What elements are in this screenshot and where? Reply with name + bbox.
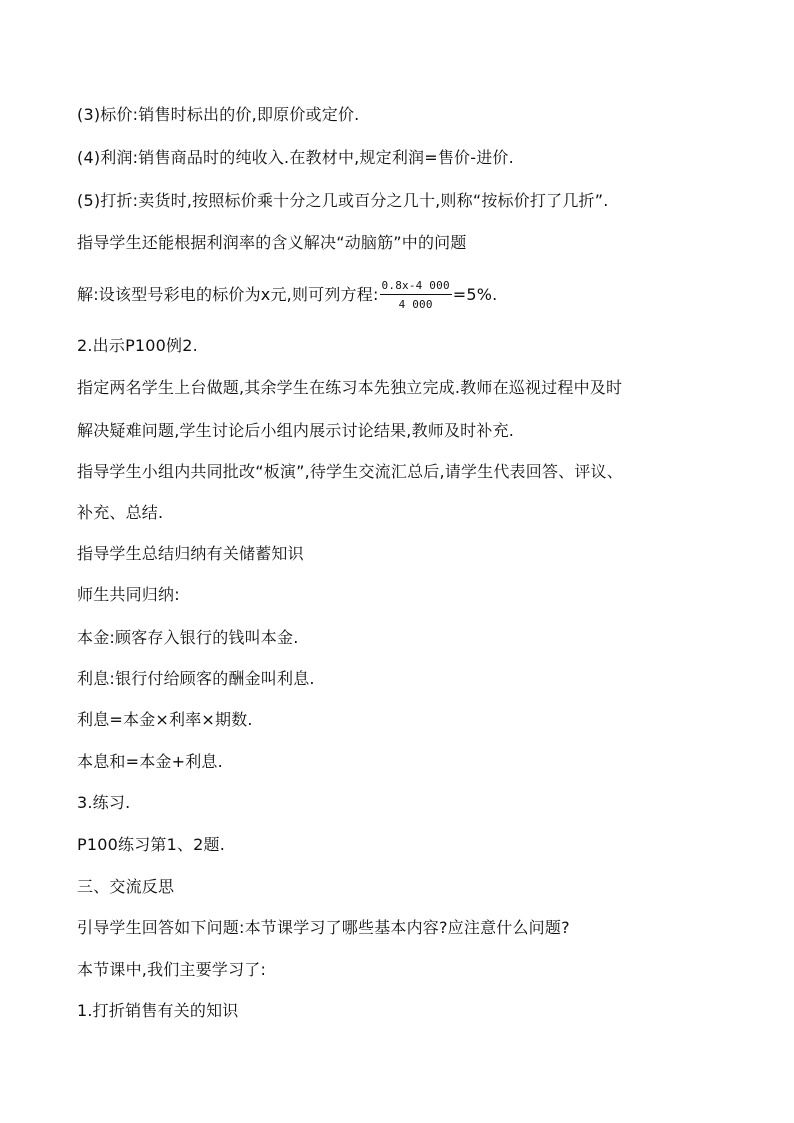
fraction xyxy=(380,279,452,311)
text-line: 指导学生还能根据利润率的含义解决“动脑筋”中的问题 xyxy=(77,233,467,252)
solution-prefix: 解:设该型号彩电的标价为x元,则可列方程: xyxy=(77,285,379,304)
text-line: P100练习第1、2题. xyxy=(77,835,226,854)
text-line: 利息:银行付给顾客的酬金叫利息. xyxy=(77,669,315,688)
text-line: 补充、总结. xyxy=(77,503,164,522)
text-line: 本金:顾客存入银行的钱叫本金. xyxy=(77,628,299,647)
text-line: 解决疑难问题,学生讨论后小组内展示讨论结果,教师及时补充. xyxy=(77,421,515,440)
text-line: 1.打折销售有关的知识 xyxy=(77,1001,239,1020)
fraction-numerator: 0.8x-4 000 xyxy=(380,279,452,295)
fraction-denominator: 4 000 xyxy=(398,298,433,311)
text-line: 2.出示P100例2. xyxy=(77,336,198,355)
text-line: 师生共同归纳: xyxy=(77,585,180,604)
text-line: 本节课中,我们主要学习了: xyxy=(77,960,267,979)
text-line: 3.练习. xyxy=(77,793,131,812)
text-line: 三、交流反思 xyxy=(77,877,175,896)
solution-line xyxy=(77,279,497,311)
text-line: 指导学生小组内共同批改“板演”,待学生交流汇总后,请学生代表回答、评议、 xyxy=(77,462,623,481)
text-line: (4)利润:销售商品时的纯收入.在教材中,规定利润=售价-进价. xyxy=(77,148,514,167)
text-line: (5)打折:卖货时,按照标价乘十分之几或百分之几十,则称“按标价打了几折”. xyxy=(77,191,609,210)
text-line: (3)标价:销售时标出的价,即原价或定价. xyxy=(77,105,360,124)
text-line: 引导学生回答如下问题:本节课学习了哪些基本内容?应注意什么问题? xyxy=(77,918,570,937)
text-line: 指定两名学生上台做题,其余学生在练习本先独立完成.教师在巡视过程中及时 xyxy=(77,378,623,397)
solution-suffix: =5%. xyxy=(452,285,498,304)
text-line: 指导学生总结归纳有关储蓄知识 xyxy=(77,544,304,563)
text-line: 本息和=本金+利息. xyxy=(77,752,223,771)
text-line: 利息=本金×利率×期数. xyxy=(77,710,253,729)
